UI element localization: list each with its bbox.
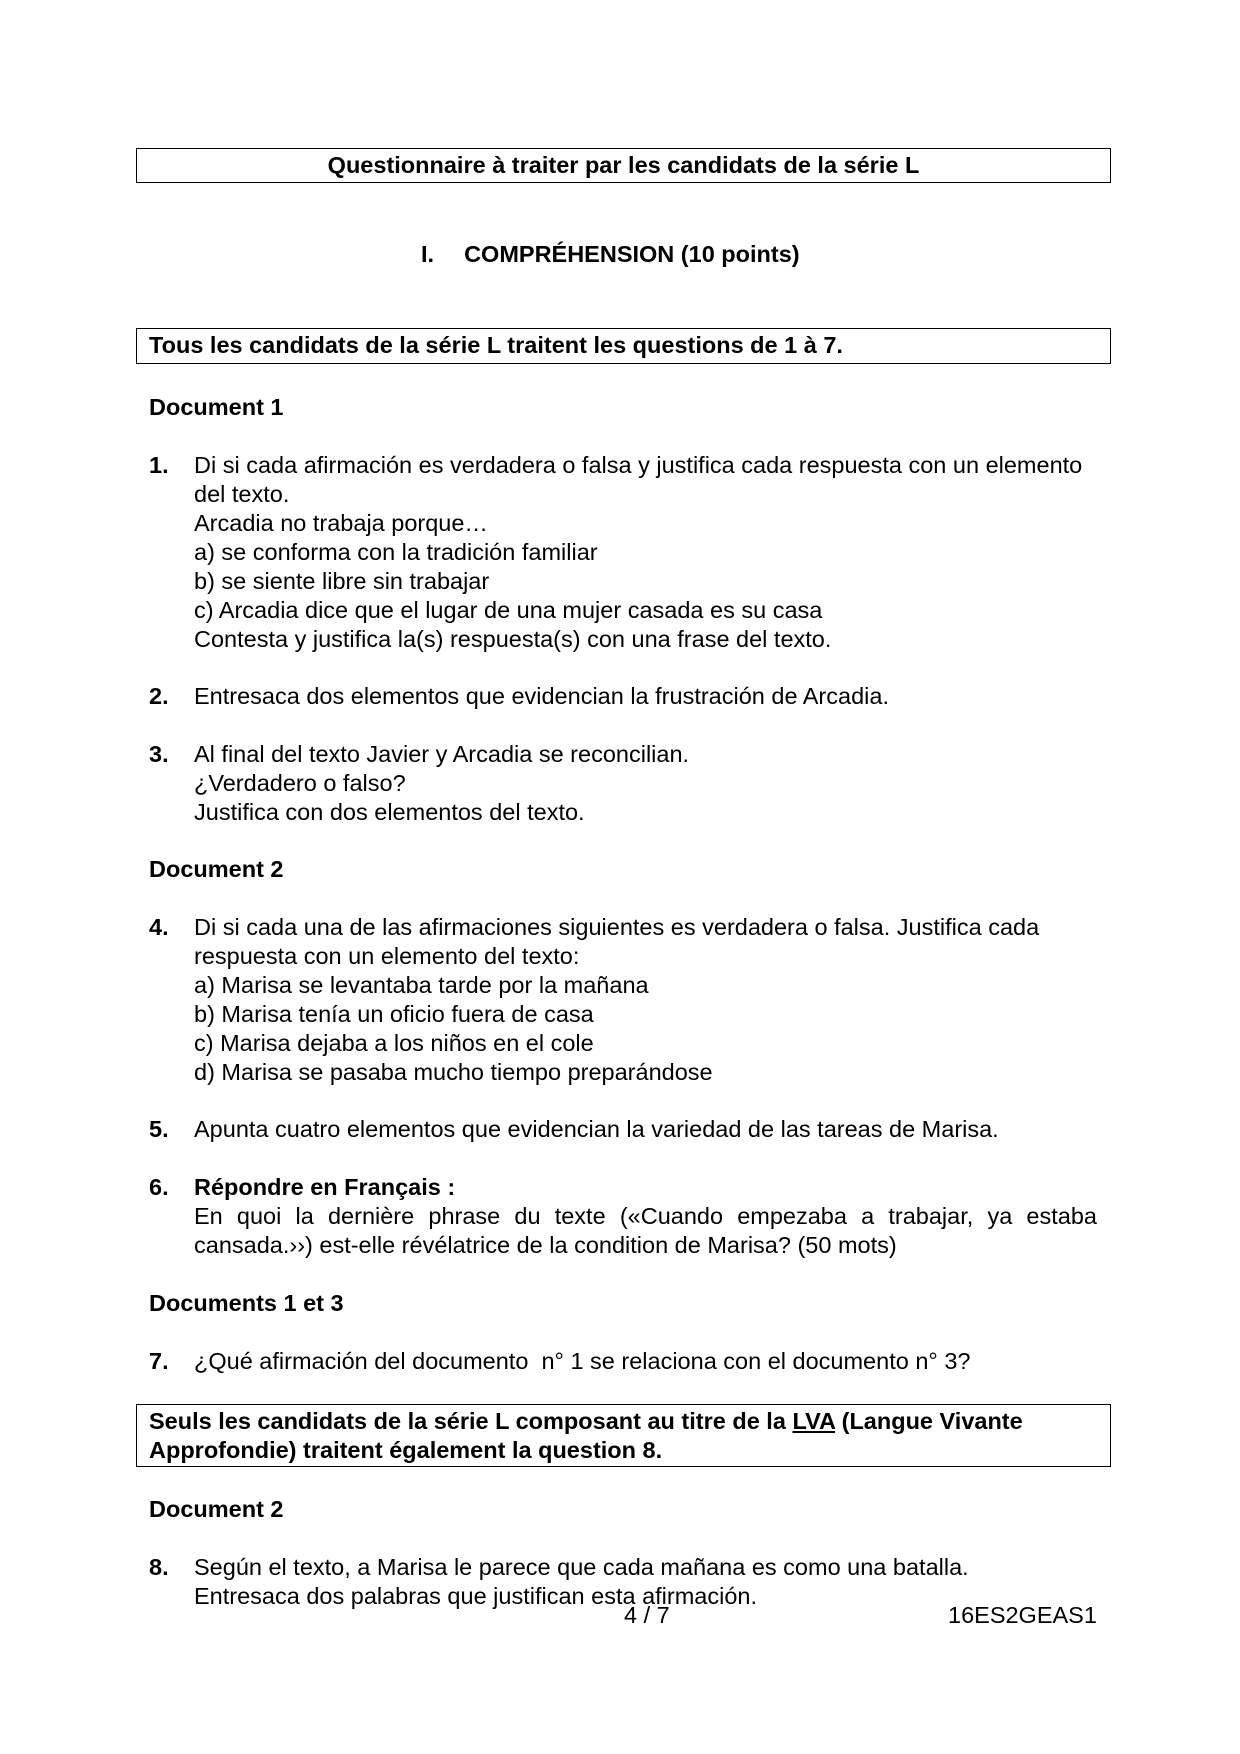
documents-1-3-heading: Documents 1 et 3 — [149, 1290, 344, 1316]
instruction-text: Tous les candidats de la série L traitent les questions de 1 à 7. — [149, 332, 843, 358]
question-4-number: 4. — [149, 914, 169, 940]
question-2-text: Entresaca dos elementos que evidencian la frustración de Arcadia. — [194, 683, 889, 709]
question-6-number: 6. — [149, 1174, 169, 1200]
question-6-line: cansada.››) est-elle révélatrice de la condition de Marisa? (50 mots) — [194, 1232, 897, 1258]
section-title — [421, 240, 800, 269]
question-3-line: ¿Verdadero o falso? — [194, 770, 406, 796]
question-1-line: del texto. — [194, 481, 290, 507]
page-number: 4 / 7 — [624, 1602, 670, 1628]
question-1-line: Di si cada afirmación es verdadera o falsa y justifica cada respuesta con un elemento — [194, 452, 1083, 478]
document-2-heading-lva: Document 2 — [149, 1496, 284, 1522]
instruction-box — [136, 328, 1111, 364]
question-2-number: 2. — [149, 683, 169, 709]
question-5-text: Apunta cuatro elementos que evidencian la variedad de las tareas de Marisa. — [194, 1116, 999, 1142]
lva-line-2: Approfondie) traitent également la question 8. — [149, 1437, 663, 1463]
question-7-text: ¿Qué afirmación del documento n° 1 se relaciona con el documento n° 3? — [194, 1348, 971, 1374]
lva-text-post: (Langue Vivante — [835, 1408, 1023, 1434]
question-6-line: En quoi la dernière phrase du texte («Cuando empezaba a trabajar, ya estaba — [194, 1203, 1097, 1229]
question-1-option-b: b) se siente libre sin trabajar — [194, 568, 490, 594]
question-1-option-c: c) Arcadia dice que el lugar de una mujer casada es su casa — [194, 597, 823, 623]
section-numeral: I. — [421, 241, 435, 267]
question-4-option-c: c) Marisa dejaba a los niños en el cole — [194, 1030, 594, 1056]
question-1-line: Arcadia no trabaja porque… — [194, 510, 488, 536]
question-8-number: 8. — [149, 1554, 169, 1580]
question-3-line: Justifica con dos elementos del texto. — [194, 799, 585, 825]
header-title: Questionnaire à traiter par les candidats de la série L — [327, 152, 920, 178]
question-3-number: 3. — [149, 741, 169, 767]
question-8-line: Entresaca dos palabras que justifican esta afirmación. — [194, 1583, 758, 1609]
question-4-option-a: a) Marisa se levantaba tarde por la mañana — [194, 972, 649, 998]
header-box — [136, 148, 1111, 183]
document-2-heading: Document 2 — [149, 856, 284, 882]
question-4-line: respuesta con un elemento del texto: — [194, 943, 580, 969]
question-1-option-a: a) se conforma con la tradición familiar — [194, 539, 598, 565]
document-code: 16ES2GEAS1 — [948, 1602, 1097, 1628]
document-1-heading: Document 1 — [149, 394, 284, 420]
question-6-heading: Répondre en Français : — [194, 1174, 456, 1200]
question-8-line: Según el texto, a Marisa le parece que cada mañana es como una batalla. — [194, 1554, 969, 1580]
question-7-number: 7. — [149, 1348, 169, 1374]
question-3-line: Al final del texto Javier y Arcadia se reconcilian. — [194, 741, 690, 767]
question-4-option-b: b) Marisa tenía un oficio fuera de casa — [194, 1001, 594, 1027]
section-heading: COMPRÉHENSION (10 points) — [464, 241, 800, 267]
lva-instruction-box — [136, 1404, 1111, 1467]
question-1-line: Contesta y justifica la(s) respuesta(s) con una frase del texto. — [194, 626, 832, 652]
question-4-option-d: d) Marisa se pasaba mucho tiempo preparándose — [194, 1059, 713, 1085]
lva-text-pre: Seuls les candidats de la série L composant au titre de la — [149, 1408, 793, 1434]
lva-line-1 — [149, 1407, 1110, 1436]
question-5-number: 5. — [149, 1116, 169, 1142]
question-1-number: 1. — [149, 452, 169, 478]
lva-abbreviation: LVA — [792, 1408, 836, 1434]
question-4-line: Di si cada una de las afirmaciones siguientes es verdadera o falsa. Justifica cada — [194, 914, 1040, 940]
